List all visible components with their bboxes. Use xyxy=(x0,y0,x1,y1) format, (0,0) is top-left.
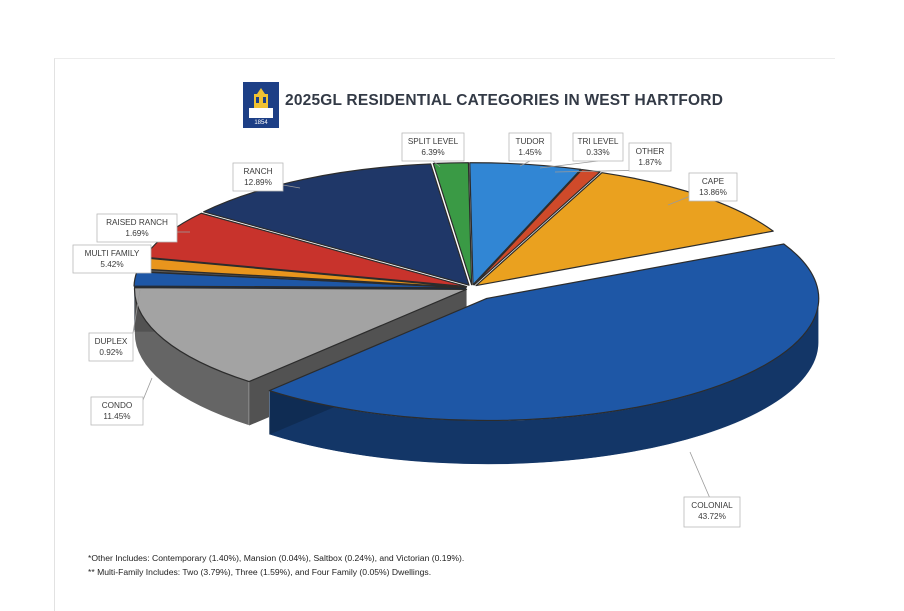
slice-name-label: CAPE xyxy=(701,177,725,186)
slice-name-label: COLONIAL xyxy=(691,501,733,510)
leader-line-condo xyxy=(143,378,152,400)
slice-name-label: RAISED RANCH xyxy=(106,218,168,227)
slice-name-label: TUDOR xyxy=(515,137,545,146)
slice-name-label: MULTI FAMILY xyxy=(84,249,140,258)
chart-title: 2025GL RESIDENTIAL CATEGORIES IN WEST HARTFORD xyxy=(285,92,724,109)
slice-name-label: OTHER xyxy=(635,147,665,156)
slice-value-label: 5.42% xyxy=(100,260,124,269)
slice-value-label: 13.86% xyxy=(699,188,727,197)
leader-line-tri-level xyxy=(540,161,598,168)
slice-value-label: 1.87% xyxy=(638,158,662,167)
slice-name-label: DUPLEX xyxy=(94,337,128,346)
slice-value-label: 6.39% xyxy=(421,148,445,157)
slice-value-label: 0.92% xyxy=(99,348,123,357)
slice-value-label: 1.45% xyxy=(518,148,542,157)
footnote-multi-family: ** Multi-Family Includes: Two (3.79%), Three (1.59%), and Four Family (0.05%) Dwellings. xyxy=(88,567,432,577)
slice-name-label: SPLIT LEVEL xyxy=(407,137,459,146)
slice-value-label: 11.45% xyxy=(103,412,131,421)
footnote-other: *Other Includes: Contemporary (1.40%), Mansion (0.04%), Saltbox (0.24%), and Victorian (0.19%). xyxy=(88,553,465,563)
slice-value-label: 0.33% xyxy=(586,148,610,157)
slice-value-label: 1.69% xyxy=(125,229,149,238)
logo-year: 1854 xyxy=(254,120,268,126)
slice-name-label: TRI LEVEL xyxy=(577,137,619,146)
slice-name-label: CONDO xyxy=(101,401,133,410)
slice-name-label: RANCH xyxy=(243,167,273,176)
slice-value-label: 12.89% xyxy=(244,178,272,187)
leader-line-colonial xyxy=(690,452,712,503)
slice-value-label: 43.72% xyxy=(698,512,726,521)
